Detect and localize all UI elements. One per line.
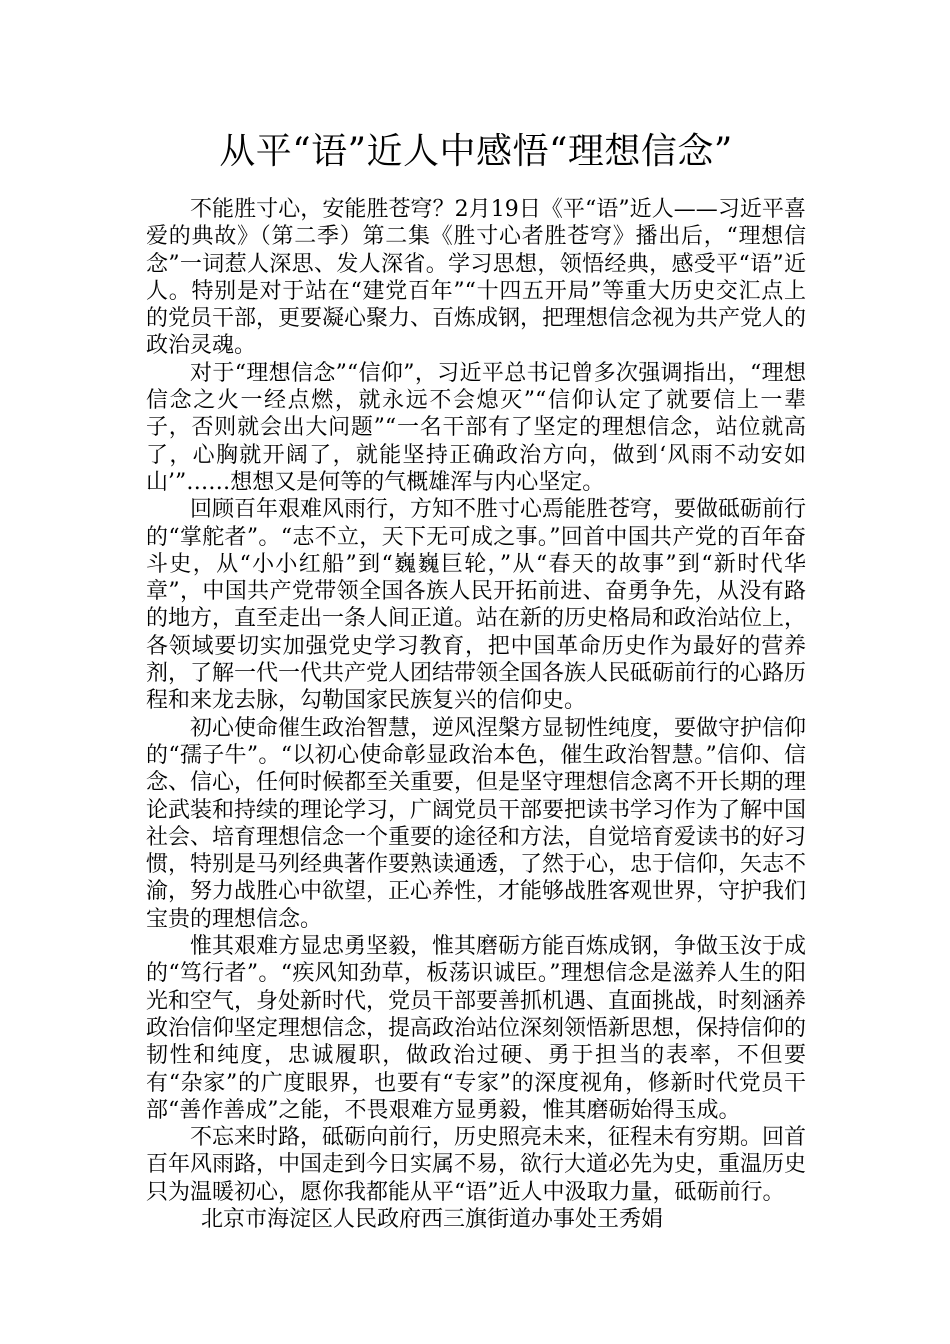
paragraph-2: 对于“理想信念”“信仰”，习近平总书记曾多次强调指出，“理想信念之火一经点燃，就永远不会熄灭”“信仰认定了就要信上一辈子，否则就会出大问题”“一名干部有了坚定的理想信念，站位就高了，心胸就开阔了，就能坚持正确政治方向，做到‘风雨不动安如山’”……想想又是何等的气概雄浑与内心坚定。 <box>146 360 806 495</box>
document-body <box>146 196 806 1233</box>
paragraph-1: 不能胜寸心，安能胜苍穹？2月19日《平“语”近人——习近平喜爱的典故》（第二季）第二集《胜寸心者胜苍穹》播出后，“理想信念”一词惹人深思、发人深省。学习思想，领悟经典，感受平“语”近人。特别是对于站在“建党百年”“十四五开局”等重大历史交汇点上的党员干部，更要凝心聚力、百炼成钢，把理想信念视为共产党人的政治灵魂。 <box>146 197 807 359</box>
document-title: 从平“语”近人中感悟“理想信念” <box>219 131 733 172</box>
paragraph-5: 惟其艰难方显忠勇坚毅，惟其磨砺方能百炼成钢，争做玉汝于成的“笃行者”。“疾风知劲草，板荡识诚臣。”理想信念是滋养人生的阳光和空气，身处新时代，党员干部要善抓机遇、直面挑战，时刻涵养政治信仰坚定理想信念，提高政治站位深刻领悟新思想，保持信仰的韧性和纯度，忠诚履职，做政治过硬、勇于担当的表率，不但要有“杂家”的广度眼界，也要有“专家”的深度视角，修新时代党员干部“善作善成”之能，不畏艰难方显勇毅，惟其磨砺始得玉成。 <box>146 934 807 1123</box>
author-signature: 北京市海淀区人民政府西三旗街道办事处王秀娟 <box>201 1206 664 1232</box>
paragraph-6: 不忘来时路，砥砺向前行，历史照亮未来，征程未有穷期。回首百年风雨路，中国走到今日实属不易，欲行大道必先为史，重温历史只为温暖初心，愿你我都能从平“语”近人中汲取力量，砥砺前行。 <box>146 1125 807 1205</box>
paragraph-3: 回顾百年艰难风雨行，方知不胜寸心焉能胜苍穹，要做砥砺前行的“掌舵者”。“志不立，天下无可成之事。”回首中国共产党的百年奋斗史，从“小小红船”到“巍巍巨轮，”从“春天的故事”到“新时代华章”，中国共产党带领全国各族人民开拓前进、奋勇争先，从没有路的地方，直至走出一条人间正道。站在新的历史格局和政治站位上，各领域要切实加强党史学习教育，把中国革命历史作为最好的营养剂，了解一代一代共产党人团结带领全国各族人民砥砺前行的心路历程和来龙去脉，勾勒国家民族复兴的信仰史。 <box>146 497 807 714</box>
paragraph-4: 初心使命催生政治智慧，逆风涅槃方显韧性纯度，要做守护信仰的“孺子牛”。“以初心使命彰显政治本色，催生政治智慧。”信仰、信念、信心，任何时候都至关重要，但是坚守理想信念离不开长期的理论武装和持续的理论学习，广阔党员干部要把读书学习作为了解中国社会、培育理想信念一个重要的途径和方法，自觉培育爱读书的好习惯，特别是马列经典著作要熟读通透，了然于心，忠于信仰，矢志不渝，努力战胜心中欲望，正心养性，才能够战胜客观世界，守护我们宝贵的理想信念。 <box>146 715 807 932</box>
